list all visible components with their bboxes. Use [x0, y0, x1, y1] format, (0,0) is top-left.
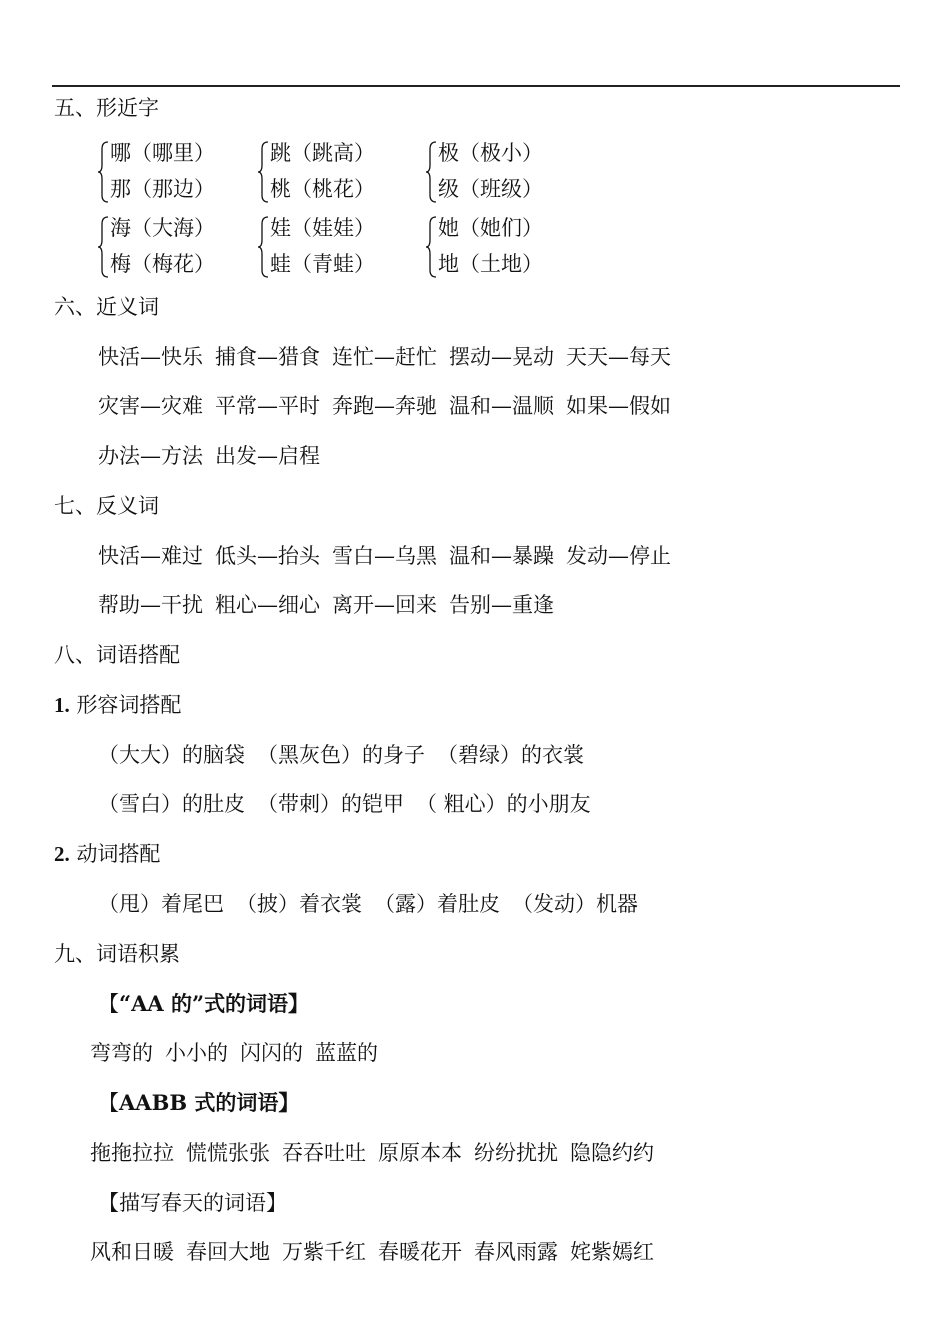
collocation-item: （带刺）的铠甲 — [257, 792, 404, 816]
word-pair: 捕食—猎食 — [215, 345, 320, 369]
brace-icon — [258, 141, 270, 203]
word-pair: 快活—难过 — [98, 544, 203, 568]
collocation-item: （发动）机器 — [512, 892, 638, 916]
word: 蓝蓝的 — [315, 1041, 378, 1065]
char-pair-bottom: 地（土地） — [438, 252, 543, 276]
word-pair: 奔跑—奔驰 — [332, 394, 437, 418]
antonym-row — [98, 591, 554, 619]
char-pair-group — [426, 214, 566, 278]
category-suffix: 式的词语】 — [204, 991, 310, 1016]
collocation-item: （雪白）的肚皮 — [98, 792, 245, 816]
word-pair: 办法—方法 — [98, 444, 203, 468]
word-pair: 灾害—灾难 — [98, 394, 203, 418]
bracket-open: 【 — [98, 992, 119, 1016]
category-heading-aa — [98, 990, 309, 1018]
subheading-title: 形容词搭配 — [76, 693, 182, 717]
char-pair-group — [258, 214, 398, 278]
word: 慌慌张张 — [186, 1141, 270, 1165]
word: 拖拖拉拉 — [90, 1141, 174, 1165]
char-pair-top: 极（极小） — [438, 141, 543, 165]
char-pair-top: 海（大海） — [110, 216, 215, 240]
brace-icon — [98, 141, 110, 203]
subheading-title: 动词搭配 — [76, 842, 161, 866]
synonym-row — [98, 442, 320, 470]
char-pair-group — [98, 214, 238, 278]
collocation-row — [98, 741, 584, 769]
char-pair-group — [258, 139, 398, 203]
bracket-open: 【 — [98, 1091, 119, 1115]
category-heading-spring: 【描写春天的词语】 — [98, 1191, 287, 1215]
word-pair: 粗心—细心 — [215, 593, 320, 617]
word-pair: 帮助—干扰 — [98, 593, 203, 617]
word: 春风雨露 — [474, 1240, 558, 1264]
char-pair-bottom: 桃（桃花） — [270, 177, 375, 201]
section-heading-seven: 七、反义词 — [54, 494, 159, 518]
brace-icon — [98, 216, 110, 278]
word: 原原本本 — [378, 1141, 462, 1165]
char-pair-bottom: 梅（梅花） — [110, 252, 215, 276]
antonym-row — [98, 542, 671, 570]
subheading-adj — [54, 691, 181, 719]
word-pair: 温和—暴躁 — [449, 544, 554, 568]
word: 春暖花开 — [378, 1240, 462, 1264]
word: 小小的 — [165, 1041, 228, 1065]
word: 万紫千红 — [282, 1240, 366, 1264]
word-pair: 连忙—赶忙 — [332, 345, 437, 369]
pattern-label: “AA 的” — [119, 991, 205, 1016]
word: 闪闪的 — [240, 1041, 303, 1065]
word: 风和日暖 — [90, 1240, 174, 1264]
word: 吞吞吐吐 — [282, 1141, 366, 1165]
word-pair: 温和—温顺 — [449, 394, 554, 418]
char-pair-top: 娃（娃娃） — [270, 216, 375, 240]
category-heading-aabb — [98, 1089, 299, 1117]
synonym-row — [98, 392, 671, 420]
brace-icon — [426, 216, 438, 278]
section-heading-six: 六、近义词 — [54, 295, 159, 319]
char-pair-bottom: 蛙（青蛙） — [270, 252, 375, 276]
brace-icon — [426, 141, 438, 203]
word: 纷纷扰扰 — [474, 1141, 558, 1165]
collocation-item: （甩）着尾巴 — [98, 892, 224, 916]
word-pair: 平常—平时 — [215, 394, 320, 418]
word-pair: 雪白—乌黑 — [332, 544, 437, 568]
subheading-verb — [54, 840, 160, 868]
collocation-row — [98, 890, 638, 918]
collocation-item: （披）着衣裳 — [236, 892, 362, 916]
brace-icon — [258, 216, 270, 278]
word-pair: 告别—重逢 — [449, 593, 554, 617]
word-pair: 如果—假如 — [566, 394, 671, 418]
char-pair-group — [426, 139, 566, 203]
category-suffix: 式的词语】 — [187, 1090, 300, 1115]
collocation-item: （碧绿）的衣裳 — [437, 743, 584, 767]
word-pair: 快活—快乐 — [98, 345, 203, 369]
synonym-row — [98, 343, 671, 371]
char-pair-top: 跳（跳高） — [270, 141, 375, 165]
word-pair: 离开—回来 — [332, 593, 437, 617]
char-pair-bottom: 那（那边） — [110, 177, 215, 201]
collocation-item: （ 粗心）的小朋友 — [416, 792, 591, 816]
word-pair: 发动—停止 — [566, 544, 671, 568]
word: 隐隐约约 — [570, 1141, 654, 1165]
subheading-number: 1. — [54, 693, 70, 717]
collocation-item: （露）着肚皮 — [374, 892, 500, 916]
word-pair: 摆动—晃动 — [449, 345, 554, 369]
collocation-row — [98, 790, 591, 818]
word-pair: 天天—每天 — [566, 345, 671, 369]
collocation-item: （黑灰色）的身子 — [257, 743, 425, 767]
word: 姹紫嫣红 — [570, 1240, 654, 1264]
word-pair: 低头—抬头 — [215, 544, 320, 568]
pattern-label: AABB — [119, 1090, 188, 1115]
section-heading-nine: 九、词语积累 — [54, 942, 180, 966]
word: 春回大地 — [186, 1240, 270, 1264]
section-heading-eight: 八、词语搭配 — [54, 643, 180, 667]
top-rule — [52, 85, 900, 87]
word-list-aabb — [90, 1139, 654, 1167]
word-pair: 出发—启程 — [215, 444, 320, 468]
word: 弯弯的 — [90, 1041, 153, 1065]
word-list-spring — [90, 1238, 654, 1266]
char-pair-bottom: 级（班级） — [438, 177, 543, 201]
char-pair-top: 哪（哪里） — [110, 141, 215, 165]
collocation-item: （大大）的脑袋 — [98, 743, 245, 767]
word-list-aa — [90, 1039, 378, 1067]
subheading-number: 2. — [54, 842, 70, 866]
section-heading-five: 五、形近字 — [54, 96, 159, 120]
char-pair-group — [98, 139, 238, 203]
char-pair-top: 她（她们） — [438, 216, 543, 240]
